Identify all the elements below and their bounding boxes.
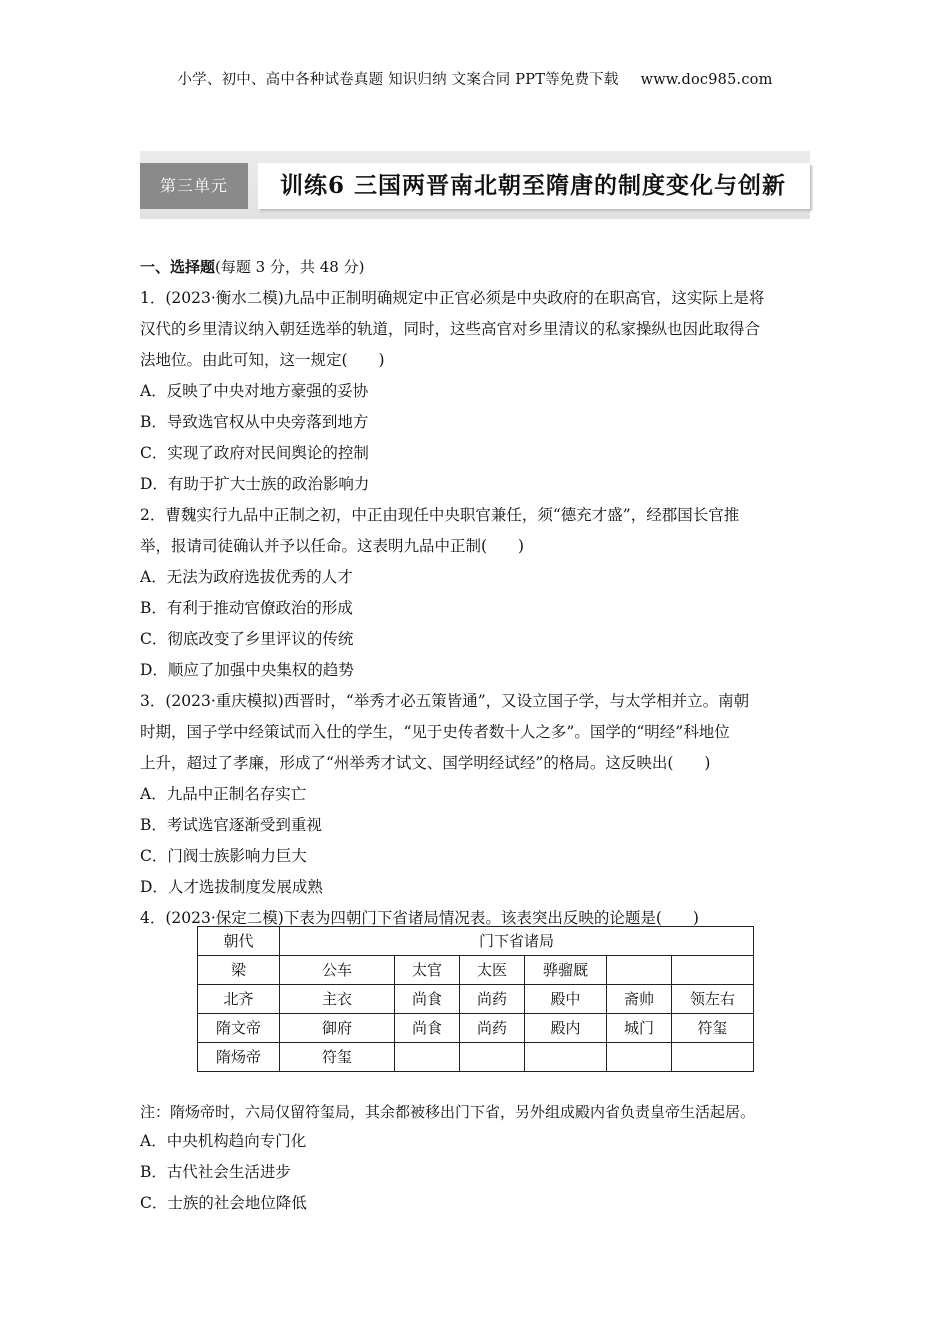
table-row	[198, 985, 754, 1014]
table-cell: 城门	[607, 1014, 672, 1043]
table-cell: 太医	[460, 956, 525, 985]
table-cell: 斋帅	[607, 985, 672, 1014]
table-header-cell: 门下省诸局	[280, 927, 754, 956]
option-c: C．实现了政府对民间舆论的控制	[140, 444, 369, 462]
option-c: C．彻底改变了乡里评议的传统	[140, 630, 354, 648]
table-cell	[525, 1043, 607, 1072]
question-line: 1．(2023·衡水二模)九品中正制明确规定中正官必须是中央政府的在职高官，这实际上是将	[140, 289, 765, 307]
option-b: B．有利于推动官僚政治的形成	[140, 599, 353, 617]
table-cell: 主衣	[280, 985, 395, 1014]
table-note: 注：隋炀帝时，六局仅留符玺局，其余都被移出门下省，另外组成殿内省负责皇帝生活起居。	[140, 1103, 756, 1121]
question-3	[140, 686, 812, 903]
table-header-cell: 朝代	[198, 927, 280, 956]
table-cell	[395, 1043, 460, 1072]
unit-tag: 第三单元	[140, 163, 248, 209]
page-title: 训练6 三国两晋南北朝至隋唐的制度变化与创新	[280, 172, 787, 199]
table-row	[198, 1014, 754, 1043]
question-line: 汉代的乡里清议纳入朝廷选举的轨道，同时，这些高官对乡里清议的私家操纵也因此取得合	[140, 320, 761, 338]
table-header-row	[198, 927, 754, 956]
option-d: D．人才选拔制度发展成熟	[140, 878, 323, 896]
question-line: 法地位。由此可知，这一规定( )	[140, 351, 385, 369]
table-cell	[672, 1043, 754, 1072]
option-d: D．顺应了加强中央集权的趋势	[140, 661, 354, 679]
option-c: C．士族的社会地位降低	[140, 1194, 307, 1212]
section-scoring: (每题 3 分，共 48 分)	[215, 258, 365, 276]
table-cell: 尚药	[460, 1014, 525, 1043]
option-b: B．考试选官逐渐受到重视	[140, 816, 322, 834]
table-cell: 尚药	[460, 985, 525, 1014]
option-a: A．反映了中央对地方豪强的妥协	[140, 382, 369, 400]
question-line: 时期，国子学中经策试而入仕的学生，“见于史传者数十人之多”。国学的“明经”科地位	[140, 723, 730, 741]
header-url[interactable]: www.doc985.com	[640, 72, 773, 88]
table-cell	[607, 956, 672, 985]
option-a: A．无法为政府选拔优秀的人才	[140, 568, 353, 586]
question-4-options	[140, 1126, 812, 1219]
table-cell: 北齐	[198, 985, 280, 1014]
table-cell: 骅骝厩	[525, 956, 607, 985]
question-content	[140, 252, 812, 934]
header-text: 小学、初中、高中各种试卷真题 知识归纳 文案合同 PPT等免费下载	[177, 72, 619, 88]
question-line: 2．曹魏实行九品中正制之初，中正由现任中央职官兼任，须“德充才盛”，经郡国长官推	[140, 506, 740, 524]
title-box	[258, 163, 810, 209]
table-cell: 尚食	[395, 1014, 460, 1043]
table-row	[198, 1043, 754, 1072]
table-cell: 梁	[198, 956, 280, 985]
option-d: D．有助于扩大士族的政治影响力	[140, 475, 370, 493]
table-cell	[672, 956, 754, 985]
option-b: B．古代社会生活进步	[140, 1163, 291, 1181]
table-cell: 领左右	[672, 985, 754, 1014]
question-line: 上升，超过了孝廉，形成了“州举秀才试文、国学明经试经”的格局。这反映出( )	[140, 754, 711, 772]
question-line: 3．(2023·重庆模拟)西晋时，“举秀才必五策皆通”，又设立国子学，与太学相并立。南朝	[140, 692, 750, 710]
table-cell: 殿内	[525, 1014, 607, 1043]
table-cell: 殿中	[525, 985, 607, 1014]
table-cell: 公车	[280, 956, 395, 985]
table-cell: 御府	[280, 1014, 395, 1043]
table-cell: 隋炀帝	[198, 1043, 280, 1072]
option-a: A．中央机构趋向专门化	[140, 1132, 307, 1150]
table-cell: 符玺	[672, 1014, 754, 1043]
section-title	[140, 252, 812, 283]
section-heading: 一、选择题	[140, 258, 216, 276]
table-cell: 符玺	[280, 1043, 395, 1072]
question-line: 4．(2023·保定二模)下表为四朝门下省诸局情况表。该表突出反映的论题是( )	[140, 909, 699, 927]
site-header	[0, 68, 950, 89]
table-cell: 隋文帝	[198, 1014, 280, 1043]
table-cell: 太官	[395, 956, 460, 985]
question-2	[140, 500, 812, 686]
option-b: B．导致选官权从中央旁落到地方	[140, 413, 369, 431]
question-line: 举，报请司徒确认并予以任命。这表明九品中正制( )	[140, 537, 525, 555]
table-cell	[460, 1043, 525, 1072]
table-cell: 尚食	[395, 985, 460, 1014]
question-1	[140, 283, 812, 500]
table-cell	[607, 1043, 672, 1072]
option-c: C．门阀士族影响力巨大	[140, 847, 307, 865]
table-row	[198, 956, 754, 985]
bureau-table	[197, 926, 754, 1072]
option-a: A．九品中正制名存实亡	[140, 785, 307, 803]
